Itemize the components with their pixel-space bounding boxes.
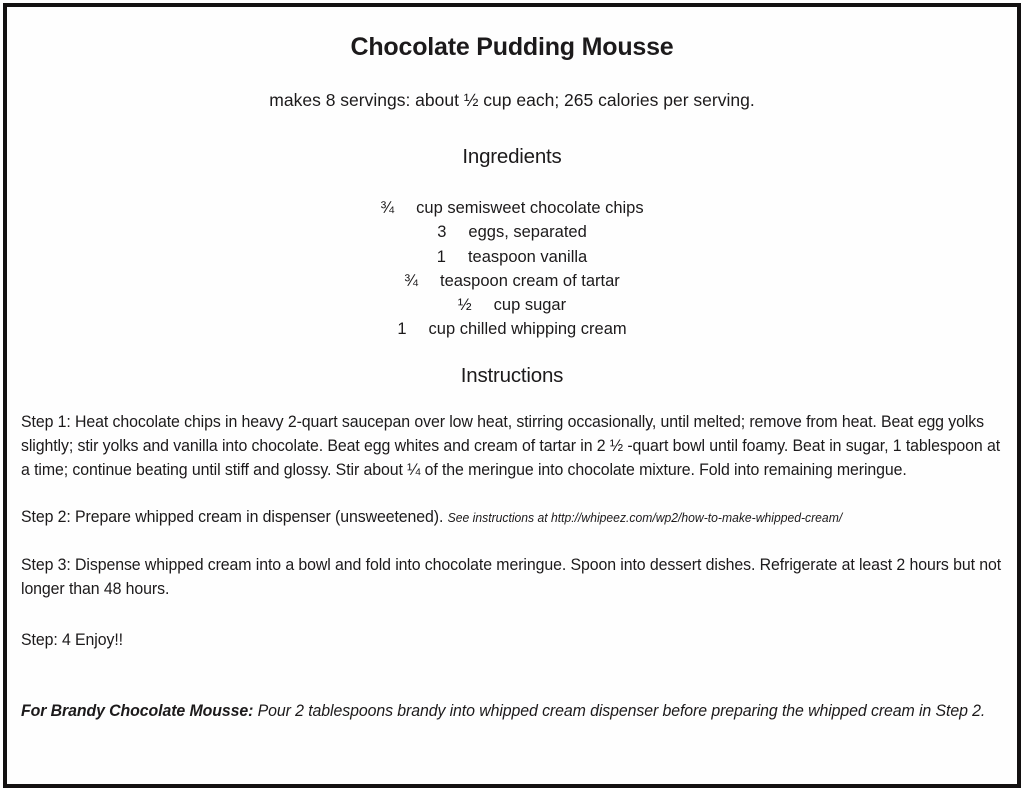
ingredient-quantity: 1 [397,320,407,339]
ingredient-item [21,245,1003,269]
ingredient-quantity: ¾ [404,271,418,290]
ingredient-text: teaspoon vanilla [467,247,588,266]
ingredient-quantity: ½ [457,296,472,315]
ingredient-text: eggs, separated [468,223,587,242]
ingredient-text: cup chilled whipping cream [428,320,627,339]
variation-note [21,698,1003,724]
ingredient-quantity: 3 [437,223,447,242]
ingredients-heading: Ingredients [462,145,562,168]
recipe-card [3,3,1021,788]
ingredient-item [21,196,1003,220]
step-2 [21,505,1003,530]
step-2-text: Step 2: Prepare whipped cream in dispenser (unsweetened). [21,506,444,526]
ingredient-item [21,293,1003,317]
instructions-heading: Instructions [460,363,564,387]
page-title: Chocolate Pudding Mousse [350,33,674,61]
variation-lead: For Brandy Chocolate Mousse: [21,700,254,720]
step-2-url-note: See instructions at http://whipeez.com/wp2/how-to-make-whipped-cream/ [447,509,843,525]
ingredient-item [21,317,1003,341]
step-3: Step 3: Dispense whipped cream into a bowl and fold into chocolate meringue. Spoon into dessert dishes. Refrigerate at least 2 hours but not longer than 48 hours. [21,554,1002,598]
servings-line: makes 8 servings: about ½ cup each; 265 calories per serving. [269,90,755,110]
ingredient-text: teaspoon cream of tartar [440,271,620,290]
step-1: Step 1: Heat chocolate chips in heavy 2-quart saucepan over low heat, stirring occasionally, until melted; remove from heat. Beat egg yolks slightly; stir yolks and vanilla into chocolate. Beat egg whites and cream of tartar in 2 ½ -quart bowl until foamy. Beat in sugar, 1 tablespoon at a time; continue beating until stiff and glossy. Stir about ¼ of the meringue into chocolate mixture. Fold into remaining meringue. [21,411,1001,479]
step-4: Step: 4 Enjoy!! [21,629,123,649]
ingredient-text: cup semisweet chocolate chips [416,199,644,217]
ingredients-list [21,196,1003,342]
ingredient-quantity: 1 [436,247,446,266]
variation-text: Pour 2 tablespoons brandy into whipped cream dispenser before preparing the whipped cream in Step 2. [257,700,986,720]
ingredient-text: cup sugar [493,296,567,315]
ingredient-quantity: ¾ [380,199,395,217]
ingredient-item [21,220,1003,244]
ingredient-item [21,269,1003,293]
